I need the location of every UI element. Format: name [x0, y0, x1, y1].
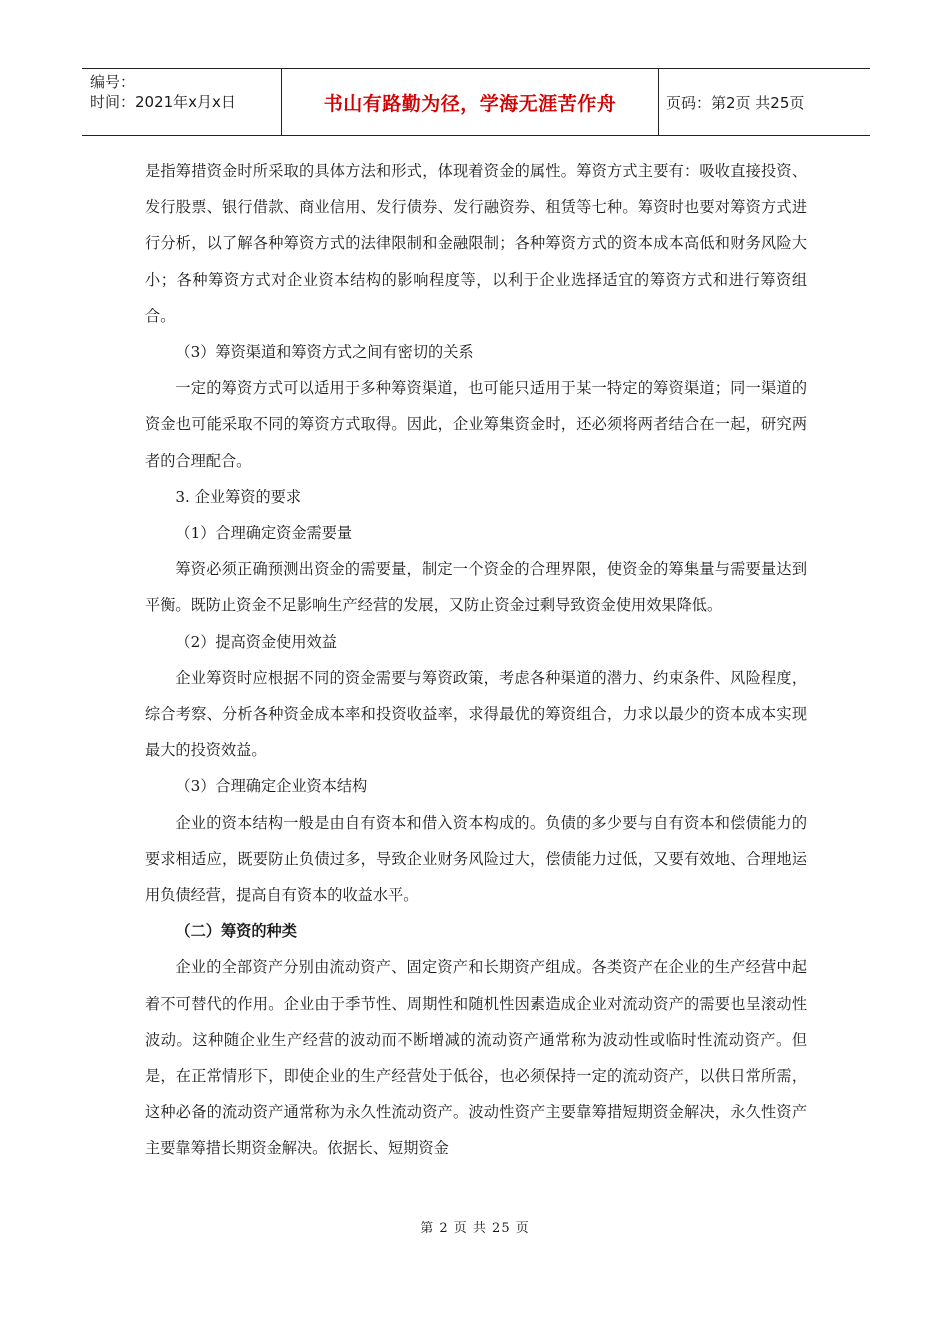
subheading: （3）合理确定企业资本结构 [175, 777, 368, 796]
document-number-label: 编号： [90, 73, 136, 91]
paragraph: 企业的资本结构一般是由自有资本和借入资本构成的。负债的多少要与自有资本和偿债能力的要求相适应，既要防止负债过多，导致企业财务风险过大，偿债能力过低，又要有效地、合理地运用负债经营，提高自有资本的收益水平。 [145, 813, 807, 905]
document-body [145, 153, 807, 1167]
header-page-info: 页码：第2页 共25页 [666, 93, 805, 112]
paragraph: 一定的筹资方式可以适用于多种筹资渠道，也可能只适用于某一特定的筹资渠道；同一渠道的资金也可能采取不同的筹资方式取得。因此，企业筹集资金时，还必须将两者结合在一起，研究两者的合理配合。 [145, 379, 807, 470]
document-time-label: 时间：2021年x月x日 [90, 93, 236, 111]
subheading: （1）合理确定资金需要量 [175, 524, 353, 543]
header-meta [82, 69, 282, 135]
page-footer: 第 2 页 共 25 页 [420, 1221, 530, 1236]
paragraph: 企业筹资时应根据不同的资金需要与筹资政策，考虑各种渠道的潜力、约束条件、风险程度，综合考察、分析各种资金成本率和投资收益率，求得最优的筹资组合，力求以最少的资本成本实现最大的投资效益。 [145, 668, 807, 760]
subheading: （2）提高资金使用效益 [175, 632, 337, 651]
section-heading: （二）筹资的种类 [175, 922, 297, 941]
header-motto: 书山有路勤为径，学海无涯苦作舟 [282, 69, 659, 135]
subheading: （3）筹资渠道和筹资方式之间有密切的关系 [175, 343, 474, 362]
paragraph: 筹资必须正确预测出资金的需要量，制定一个资金的合理界限，使资金的筹集量与需要量达到平衡。既防止资金不足影响生产经营的发展，又防止资金过剩导致资金使用效果降低。 [145, 560, 807, 615]
paragraph: 是指筹措资金时所采取的具体方法和形式，体现着资金的属性。筹资方式主要有：吸收直接投资、发行股票、银行借款、商业信用、发行债券、发行融资券、租赁等七种。筹资时也要对筹资方式进行分析，以了解各种筹资方式的法律限制和金融限制；各种筹资方式的资本成本高低和财务风险大小；各种筹资方式对企业资本结构的影响程度等，以利于企业选择适宜的筹资方式和进行筹资组合。 [145, 162, 807, 325]
paragraph: 企业的全部资产分别由流动资产、固定资产和长期资产组成。各类资产在企业的生产经营中起着不可替代的作用。企业由于季节性、周期性和随机性因素造成企业对流动资产的需要也呈滚动性波动。这种随企业生产经营的波动而不断增减的流动资产通常称为波动性或临时性流动资产。但是，在正常情形下，即使企业的生产经营处于低谷，也必须保持一定的流动资产，以供日常所需，这种必备的流动资产通常称为永久性流动资产。波动性资产主要靠筹措短期资金解决，永久性资产主要靠筹措长期资金解决。依据长、短期资金 [145, 958, 807, 1158]
page-header [82, 68, 870, 136]
subheading: 3. 企业筹资的要求 [175, 487, 302, 506]
